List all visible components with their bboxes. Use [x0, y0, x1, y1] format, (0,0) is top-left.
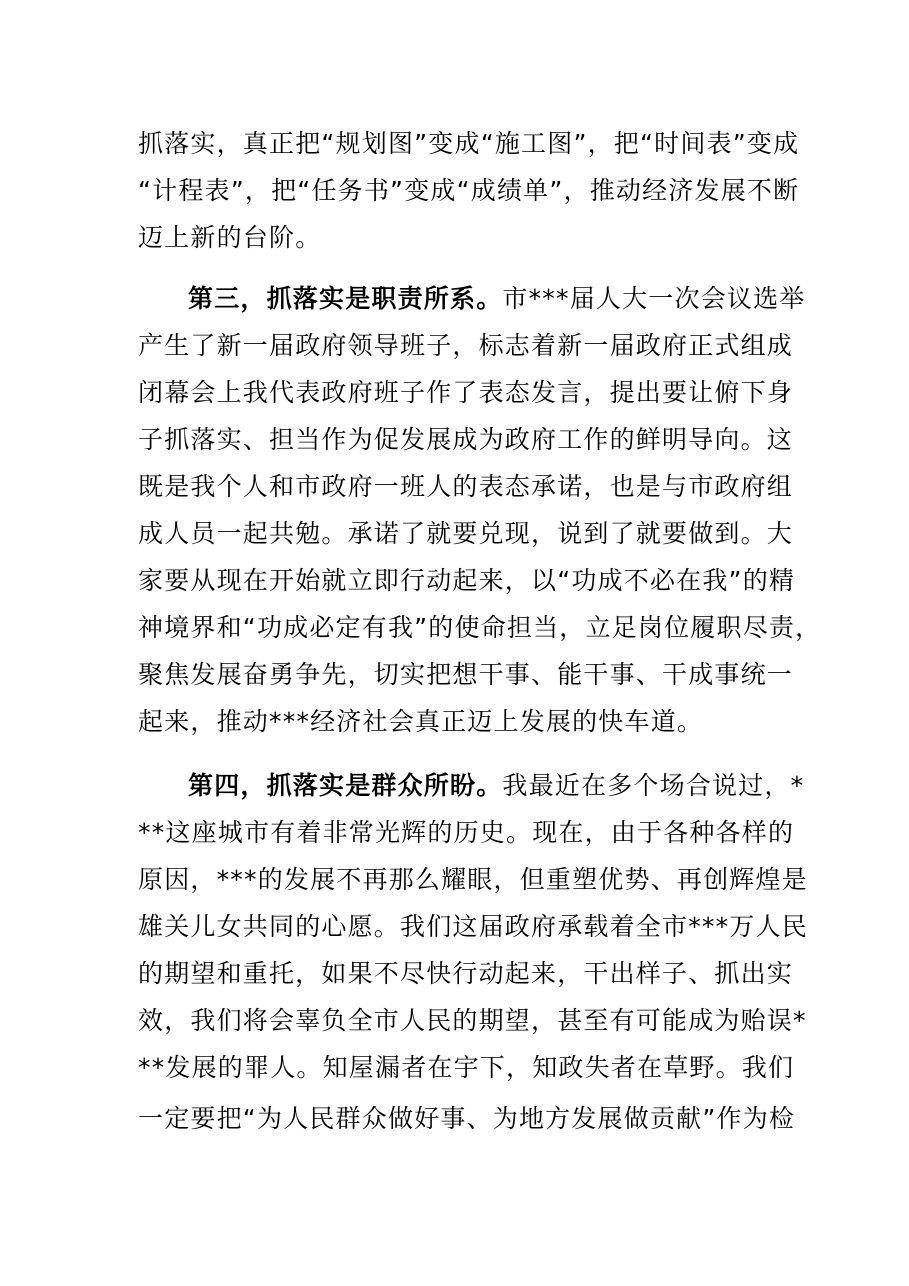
paragraph-line: 聚焦发展奋勇争先，切实把想干事、能干事、干成事统一	[138, 660, 794, 689]
paragraph-line: 子抓落实、担当作为促发展成为政府工作的鲜明导向。这	[138, 425, 794, 454]
paragraph-line: 产生了新一届政府领导班子，标志着新一届政府正式组成	[138, 331, 794, 360]
paragraph-text: 我最近在多个场合说过，*	[502, 771, 805, 800]
section-heading: 第三，抓落实是职责所系。	[188, 284, 503, 313]
paragraph-line: 成人员一起共勉。承诺了就要兑现，说到了就要做到。大	[138, 519, 794, 548]
paragraph-line: 起来，推动***经济社会真正迈上发展的快车道。	[138, 707, 704, 736]
paragraph-line: 雄关儿女共同的心愿。我们这届政府承载着全市***万人民	[138, 912, 808, 941]
paragraph-line: 一定要把“为人民群众做好事、为地方发展做贡献”作为检	[138, 1104, 796, 1133]
paragraph-text: 市***届人大一次会议选举	[502, 284, 806, 313]
paragraph-line: 家要从现在开始就立即行动起来，以“功成不必在我”的精	[138, 566, 796, 595]
paragraph-line: 抓落实，真正把“规划图”变成“施工图”，把“时间表”变成	[138, 129, 800, 158]
paragraph-line: 闭幕会上我代表政府班子作了表态发言，提出要让俯下身	[138, 378, 794, 407]
paragraph-line: **发展的罪人。知屋漏者在宇下，知政失者在草野。我们	[138, 1053, 795, 1082]
paragraph-line: **这座城市有着非常光辉的历史。现在，由于各种各样的	[138, 818, 795, 847]
paragraph-first-line	[188, 770, 804, 802]
paragraph-line: 原因，***的发展不再那么耀眼，但重塑优势、再创辉煌是	[138, 865, 808, 894]
paragraph-line: “计程表”，把“任务书”变成“成绩单”，推动经济发展不断	[138, 176, 800, 205]
paragraph-line: 的期望和重托，如果不尽快行动起来，干出样子、抓出实	[138, 959, 794, 988]
paragraph-first-line	[188, 283, 806, 315]
paragraph-line: 既是我个人和市政府一班人的表态承诺，也是与市政府组	[138, 472, 794, 501]
paragraph-line: 迈上新的台阶。	[138, 223, 322, 252]
paragraph-line: 神境界和“功成必定有我”的使命担当，立足岗位履职尽责，	[138, 613, 822, 642]
paragraph-line: 效，我们将会辜负全市人民的期望，甚至有可能成为贻误*	[138, 1006, 807, 1035]
section-heading: 第四，抓落实是群众所盼。	[188, 771, 503, 800]
